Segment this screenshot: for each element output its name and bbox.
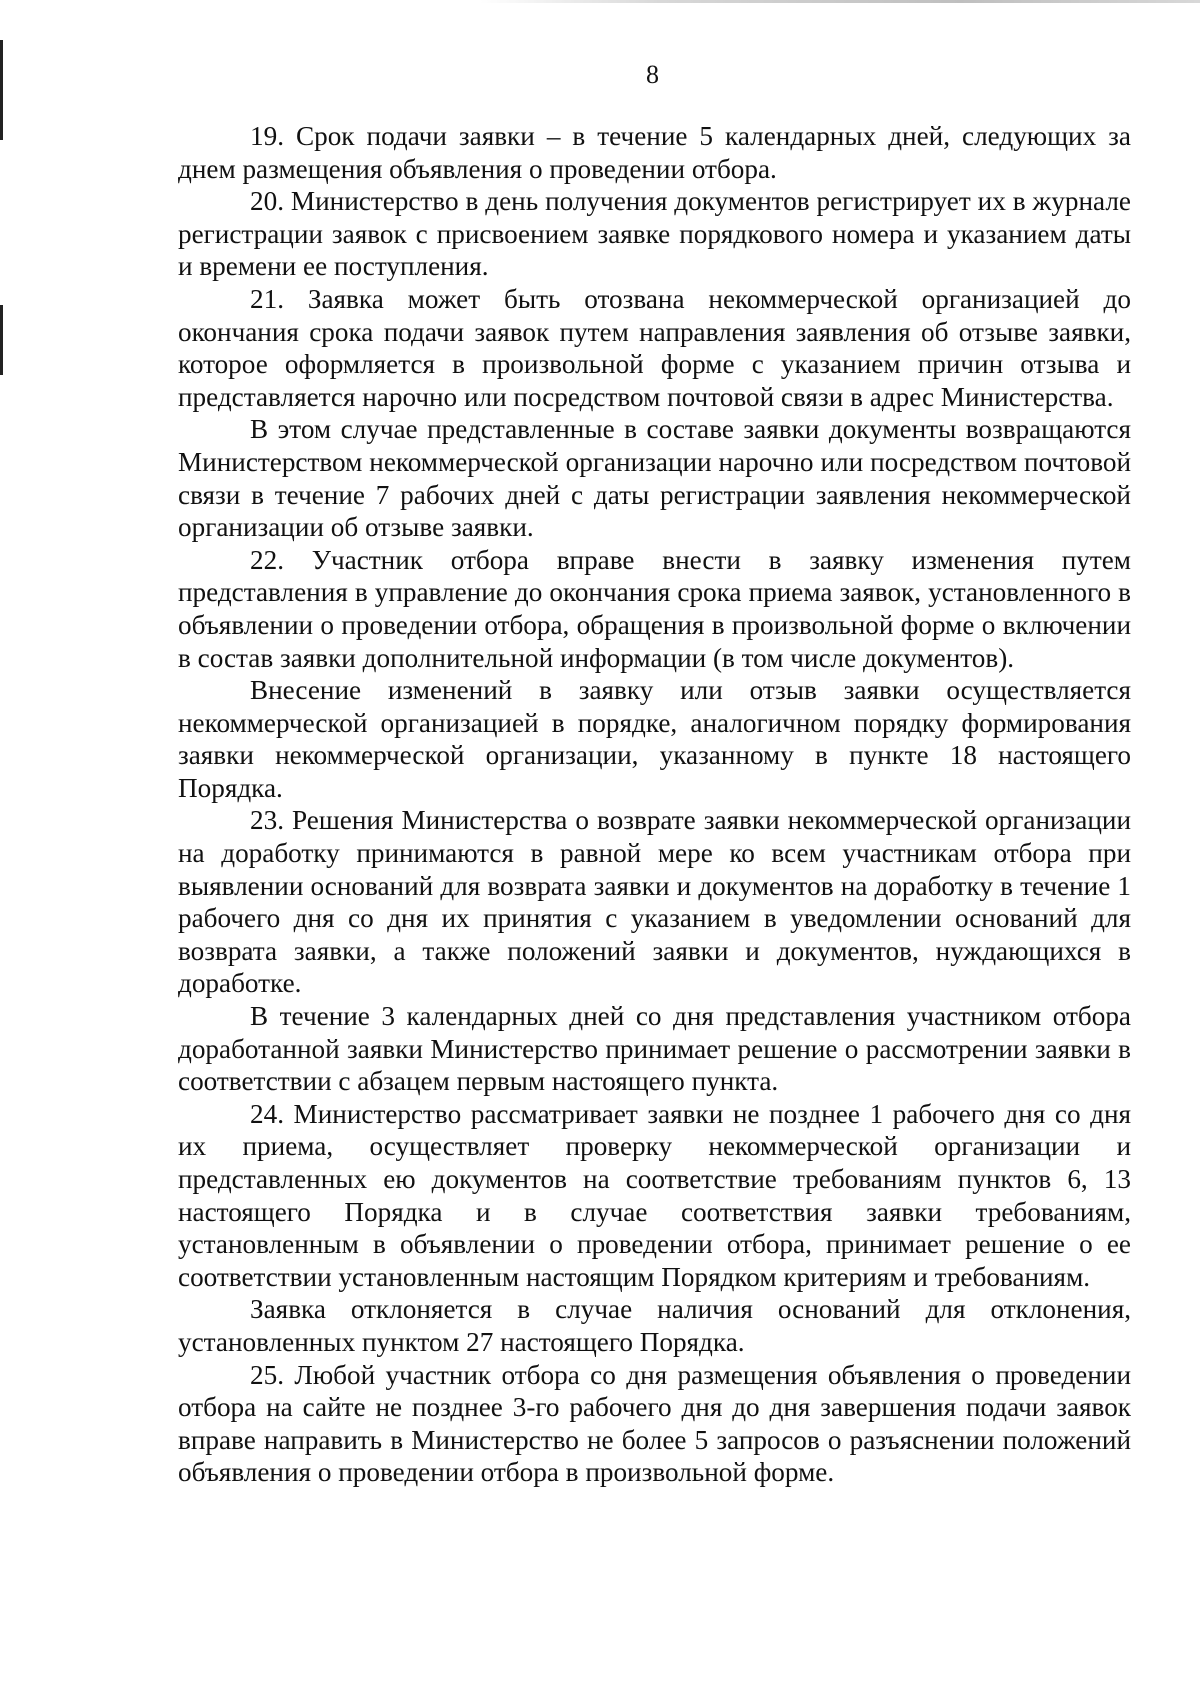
scan-artifact-edge [0, 305, 3, 375]
paragraph-23-continued: В течение 3 календарных дней со дня представления участником отбора доработанной заявки Министерство принимает решение о рассмотрении заявки в соответствии с абзацем первым настоящего пункта. [178, 1001, 1131, 1097]
paragraph-25: 25. Любой участник отбора со дня размещения объявления о проведении отбора на сайте не позднее 3-го рабочего дня до дня завершения подачи заявок вправе направить в Министерство не более 5 запросов о разъяснении положений объявления о проведении отбора в произвольной форме. [178, 1359, 1131, 1488]
paragraph-22: 22. Участник отбора вправе внести в заявку изменения путем представления в управление до окончания срока приема заявок, установленного в объявлении о проведении отбора, обращения в произвольной форме о включении в состав заявки дополнительной информации (в том числе документов). [178, 544, 1131, 673]
page-number: 8 [646, 60, 659, 89]
paragraph-22-continued: Внесение изменений в заявку или отзыв заявки осуществляется некоммерческой организацией в порядке, аналогичном порядку формирования заявки некоммерческой организации, указанному в пункте 18 настоящего Порядка. [178, 675, 1131, 803]
paragraph-20: 20. Министерство в день получения документов регистрирует их в журнале регистрации заявок с присвоением заявке порядкового номера и указанием даты и времени ее поступления. [178, 186, 1131, 282]
paragraph-21: 21. Заявка может быть отозвана некоммерческой организацией до окончания срока подачи заявок путем направления заявления об отзыве заявки, которое оформляется в произвольной форме с указанием причин отзыва и представляется нарочно или посредством почтовой связи в адрес Министерства. [178, 283, 1131, 412]
scan-artifact-top [0, 0, 1200, 3]
paragraph-19: 19. Срок подачи заявки – в течение 5 календарных дней, следующих за днем размещения объявления о проведении отбора. [178, 121, 1131, 184]
paragraph-21-continued: В этом случае представленные в составе заявки документы возвращаются Министерством некоммерческой организации нарочно или посредством почтовой связи в течение 7 рабочих дней с даты регистрации заявления некоммерческой организации об отзыве заявки. [178, 414, 1131, 543]
paragraph-23: 23. Решения Министерства о возврате заявки некоммерческой организации на доработку принимаются в равной мере ко всем участникам отбора при выявлении оснований для возврата заявки и документов на доработку в течение 1 рабочего дня со дня их принятия с указанием в уведомлении оснований для возврата заявки, а также положений заявки и документов, нуждающихся в доработке. [178, 805, 1131, 999]
paragraph-24-continued: Заявка отклоняется в случае наличия оснований для отклонения, установленных пунктом 27 настоящего Порядка. [178, 1294, 1131, 1357]
scan-artifact-edge [0, 40, 3, 140]
paragraph-24: 24. Министерство рассматривает заявки не позднее 1 рабочего дня со дня их приема, осуществляет проверку некоммерческой организации и представленных ею документов на соответствие требованиям пунктов 6, 13 настоящего Порядка и в случае соответствия заявки требованиям, установленным в объявлении о проведении отбора, принимает решение о ее соответствии установленным настоящим Порядком критериям и требованиям. [178, 1098, 1131, 1292]
document-body [178, 120, 1131, 1489]
